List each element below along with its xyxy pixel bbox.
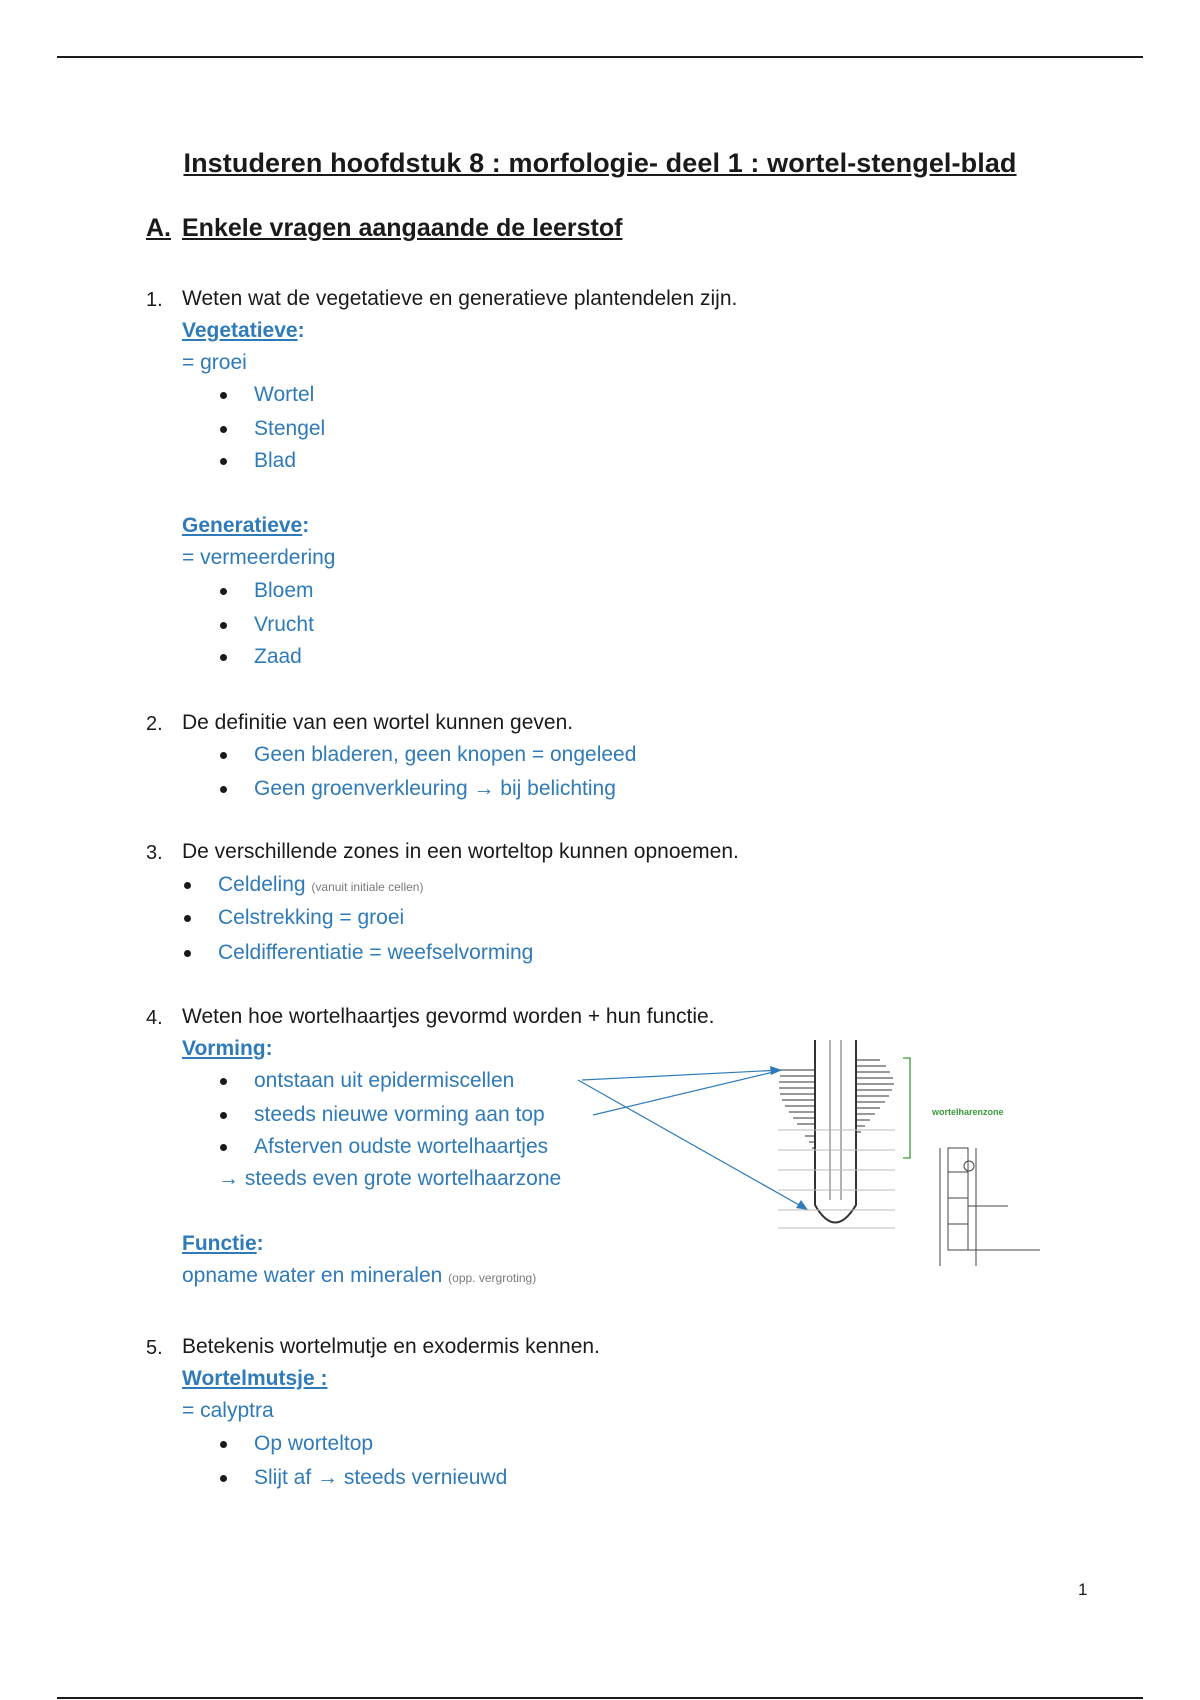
root-hairs-right: [856, 1060, 894, 1132]
root-hairs-left: [779, 1070, 815, 1148]
list-item: Afsterven oudste wortelhaartjes: [254, 1135, 549, 1158]
list-item: Celdifferentiatie = weefselvorming: [218, 941, 534, 964]
arrow-line: [578, 1080, 808, 1210]
q3-number: 3.: [146, 842, 163, 864]
list-item: Geen groenverkleuring → bij belichting: [254, 777, 616, 800]
zone-lines: [778, 1130, 895, 1228]
list-item: Wortel: [254, 383, 315, 406]
q1-vegetatieve-heading: Vegetatieve:: [182, 319, 305, 342]
q1-number: 1.: [146, 289, 163, 311]
epidermis-cells: [940, 1148, 1040, 1266]
q1-generatieve-definition: = vermeerdering: [182, 546, 336, 569]
q1-vegetatieve-definition: = groei: [182, 351, 247, 374]
q4-arrow-line: → steeds even grote wortelhaarzone: [218, 1167, 562, 1190]
bottom-rule: [57, 1697, 1143, 1699]
list-item: Blad: [254, 449, 297, 472]
q3-item1-note: (vanuit initiale cellen): [311, 880, 424, 894]
figure-zone-label: wortelharenzone: [932, 1107, 1004, 1117]
q2-question: De definitie van een wortel kunnen geven.: [182, 711, 574, 734]
section-text: Enkele vragen aangaande de leerstof: [182, 214, 623, 242]
q1-generatieve-heading: Generatieve:: [182, 514, 310, 537]
bullet: [220, 1441, 227, 1448]
arrowhead-icon: [770, 1066, 782, 1075]
root-outline: [815, 1040, 856, 1223]
arrow-line: [593, 1070, 782, 1115]
q4-number: 4.: [146, 1007, 163, 1029]
q2-number: 2.: [146, 713, 163, 735]
q4-question: Weten hoe wortelhaartjes gevormd worden + hun functie.: [182, 1005, 715, 1028]
q4-functie-heading: Functie:: [182, 1232, 264, 1255]
arrowhead-icon: [796, 1200, 808, 1210]
q5-heading: Wortelmutsje :: [182, 1367, 328, 1390]
list-item: Stengel: [254, 417, 326, 440]
page-title: Instuderen hoofdstuk 8 : morfologie- deel 1 : wortel-stengel-blad: [183, 148, 1017, 178]
q4-functie-note: (opp. vergroting): [448, 1271, 537, 1285]
q4-functie-text: opname water en mineralen (opp. vergroting): [182, 1264, 537, 1287]
zone-bracket: [903, 1058, 910, 1158]
arrow-line: [582, 1070, 782, 1080]
list-item: Zaad: [254, 645, 302, 668]
list-item: steeds nieuwe vorming aan top: [254, 1103, 545, 1126]
list-item: ontstaan uit epidermiscellen: [254, 1069, 515, 1092]
q1-question: Weten wat de vegetatieve en generatieve plantendelen zijn.: [182, 287, 738, 310]
list-item: Op worteltop: [254, 1432, 374, 1455]
list-item: Geen bladeren, geen knopen = ongeleed: [254, 743, 637, 766]
list-item: Vrucht: [254, 613, 314, 636]
q5-definition: = calyptra: [182, 1399, 274, 1422]
q3-question: De verschillende zones in een worteltop kunnen opnoemen.: [182, 840, 739, 863]
bullet: [220, 1475, 227, 1482]
q5-question: Betekenis wortelmutje en exodermis kennen.: [182, 1335, 600, 1358]
list-item: Celstrekking = groei: [218, 906, 405, 929]
section-letter: A.: [146, 214, 171, 242]
list-item: Slijt af → steeds vernieuwd: [254, 1466, 508, 1489]
q4-vorming-heading: Vorming:: [182, 1037, 273, 1060]
cell-label: ·: [960, 1156, 962, 1162]
list-item: Celdeling (vanuit initiale cellen): [218, 873, 424, 896]
q5-number: 5.: [146, 1337, 163, 1359]
list-item: Bloem: [254, 579, 314, 602]
page-number: 1: [1078, 1580, 1088, 1599]
